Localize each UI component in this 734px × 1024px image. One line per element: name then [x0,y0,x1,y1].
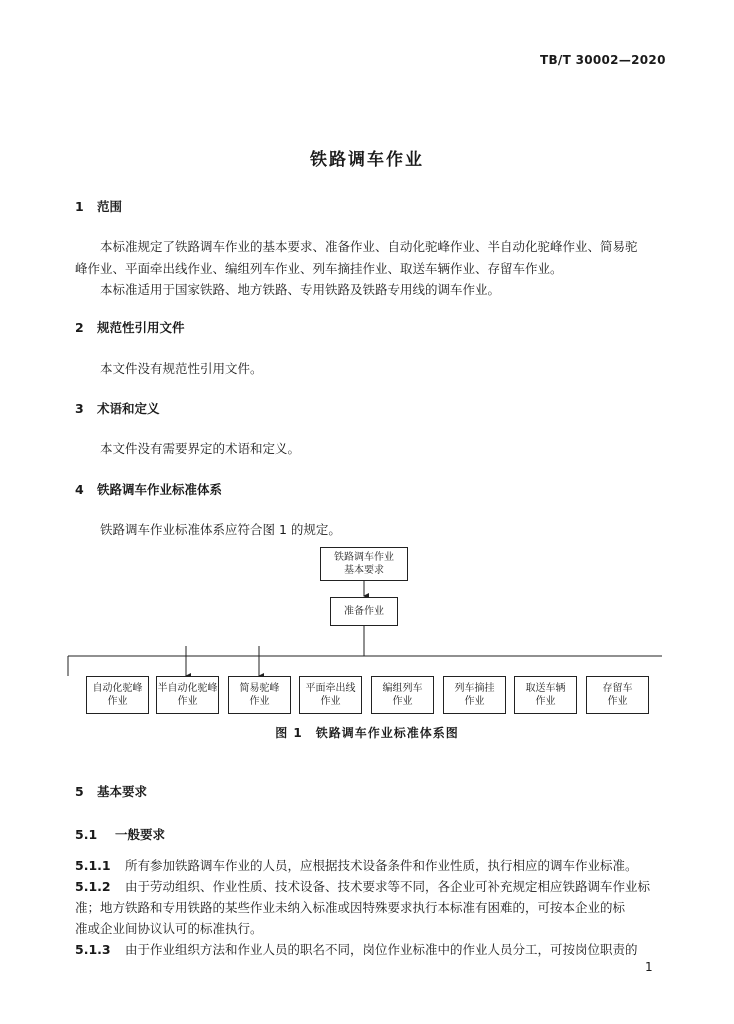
box-car-delivery [514,676,577,714]
section-title: 铁路调车作业标准体系 [97,482,223,497]
clause-text: 由于劳动组织、作业性质、技术设备、技术要求等不同，各企业可补充规定相应铁路调车作业标 [125,879,651,894]
clause-number: 5.1.1 [75,858,111,873]
box-label: 作业 [607,696,628,707]
box-label: 作业 [107,696,128,707]
box-pickup-setout [443,676,506,714]
box-simple-hump [228,676,291,714]
box-label: 编组列车 [382,683,423,694]
box-label: 准备作业 [344,606,384,617]
page-number: 1 [645,960,653,974]
box-label: 作业 [535,696,556,707]
paragraph-line: 本文件没有需要界定的术语和定义。 [100,441,301,456]
section-title: 范围 [97,199,123,214]
box-label: 取送车辆 [525,683,566,694]
box-label: 作业 [177,696,198,707]
box-label: 简易驼峰 [239,683,280,694]
clause-5-1-3 [75,940,638,958]
paragraph-line: 本文件没有规范性引用文件。 [100,361,263,376]
box-flat-lead-track [299,676,362,714]
box-label: 作业 [249,696,270,707]
box-label: 列车摘挂 [454,683,495,694]
section-title: 基本要求 [97,784,148,799]
box-label: 基本要求 [344,565,384,576]
section-title: 术语和定义 [97,401,160,416]
section-number: 3 [75,401,84,416]
box-semi-auto-hump [156,676,219,714]
clause-number: 5.1.3 [75,942,111,957]
section-number: 5 [75,784,84,799]
standard-code: TB/T 30002—2020 [540,53,666,67]
document-title: 铁路调车作业 [310,150,424,170]
box-label: 存留车 [602,683,633,694]
box-label: 作业 [464,696,485,707]
box-preparation [330,597,398,626]
clause-5-1-1 [75,856,638,874]
section-title: 一般要求 [115,827,166,842]
clause-text: 由于作业组织方法和作业人员的职名不同，岗位作业标准中的作业人员分工，可按岗位职责的 [125,942,638,957]
paragraph-line: 准或企业间协议认可的标准执行。 [75,921,263,936]
box-label: 作业 [392,696,413,707]
box-label: 半自动化驼峰 [157,683,218,694]
box-basic-requirements [320,547,408,581]
section-number: 5.1 [75,827,98,842]
section-number: 2 [75,320,84,335]
figure-caption: 图 1 铁路调车作业标准体系图 [275,726,459,740]
box-stored-cars [586,676,649,714]
box-label: 铁路调车作业 [334,552,394,563]
box-auto-hump [86,676,149,714]
clause-number: 5.1.2 [75,879,111,894]
paragraph-line: 铁路调车作业标准体系应符合图 1 的规定。 [100,522,341,537]
clause-5-1-2 [75,877,650,895]
paragraph-line: 峰作业、平面牵出线作业、编组列车作业、列车摘挂作业、取送车辆作业、存留车作业。 [75,261,563,276]
box-label: 平面牵出线 [305,683,356,694]
section-5-1-heading [75,825,165,843]
paragraph-line: 本标准适用于国家铁路、地方铁路、专用铁路及铁路专用线的调车作业。 [100,282,501,297]
section-5-heading [75,782,147,800]
box-label: 自动化驼峰 [92,683,143,694]
paragraph-line: 准；地方铁路和专用铁路的某些作业未纳入标准或因特殊要求执行本标准有困难的，可按本企业的标 [75,900,626,915]
section-number: 1 [75,199,84,214]
section-title: 规范性引用文件 [97,320,185,335]
clause-text: 所有参加铁路调车作业的人员，应根据技术设备条件和作业性质，执行相应的调车作业标准。 [125,858,638,873]
section-number: 4 [75,482,84,497]
box-label: 作业 [320,696,341,707]
paragraph-line: 本标准规定了铁路调车作业的基本要求、准备作业、自动化驼峰作业、半自动化驼峰作业、简易驼 [100,239,638,254]
box-train-formation [371,676,434,714]
